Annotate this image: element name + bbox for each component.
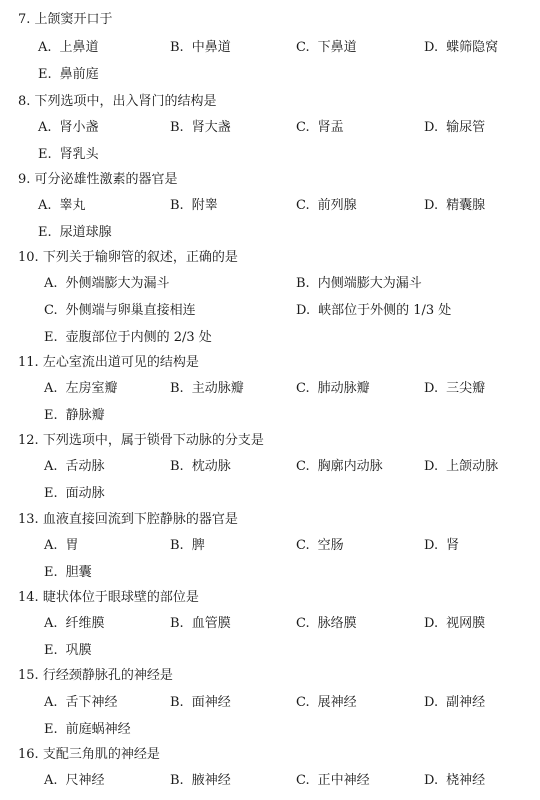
question-12-option-d: D. 上颌动脉	[424, 459, 499, 474]
question-13-option-c: C. 空肠	[296, 538, 344, 553]
question-15-option-e: E. 前庭蜗神经	[44, 722, 131, 737]
question-8-option-d: D. 输尿管	[424, 120, 486, 135]
question-11-option-e: E. 静脉瓣	[44, 408, 105, 423]
question-16-option-c: C. 正中神经	[296, 773, 370, 788]
question-8-option-a: A. 肾小盏	[38, 120, 99, 135]
question-12-option-b: B. 枕动脉	[170, 459, 231, 474]
question-7-stem: 7. 上颌窦开口于	[18, 12, 113, 27]
question-9-option-a: A. 睾丸	[38, 198, 86, 213]
question-10-option-b: B. 内侧端膨大为漏斗	[296, 276, 422, 291]
question-14-option-d: D. 视网膜	[424, 616, 486, 631]
question-8-option-c: C. 肾盂	[296, 120, 344, 135]
question-10-option-d: D. 峡部位于外侧的 1/3 处	[296, 303, 452, 318]
question-15-option-a: A. 舌下神经	[44, 695, 118, 710]
question-15-option-b: B. 面神经	[170, 695, 231, 710]
question-8-stem: 8. 下列选项中，出入肾门的结构是	[18, 94, 217, 109]
question-14-option-c: C. 脉络膜	[296, 616, 357, 631]
question-9-option-b: B. 附睾	[170, 198, 218, 213]
question-14-option-e: E. 巩膜	[44, 643, 92, 658]
question-13-option-a: A. 胃	[44, 538, 79, 553]
question-11-option-b: B. 主动脉瓣	[170, 381, 244, 396]
question-15-option-d: D. 副神经	[424, 695, 486, 710]
question-14-stem: 14. 睫状体位于眼球壁的部位是	[18, 590, 199, 605]
question-8-option-e: E. 肾乳头	[38, 147, 99, 162]
question-7-option-c: C. 下鼻道	[296, 40, 357, 55]
question-12-option-a: A. 舌动脉	[44, 459, 105, 474]
question-13-option-b: B. 脾	[170, 538, 205, 553]
question-10-option-a: A. 外侧端膨大为漏斗	[44, 276, 170, 291]
question-15-option-c: C. 展神经	[296, 695, 357, 710]
question-7-option-e: E. 鼻前庭	[38, 67, 99, 82]
question-16-option-a: A. 尺神经	[44, 773, 105, 788]
question-9-option-d: D. 精囊腺	[424, 198, 486, 213]
question-12-option-e: E. 面动脉	[44, 486, 105, 501]
question-11-option-c: C. 肺动脉瓣	[296, 381, 370, 396]
question-14-option-a: A. 纤维膜	[44, 616, 105, 631]
question-16-option-d: D. 桡神经	[424, 773, 486, 788]
question-12-option-c: C. 胸廓内动脉	[296, 459, 383, 474]
question-11-option-d: D. 三尖瓣	[424, 381, 486, 396]
question-9-option-c: C. 前列腺	[296, 198, 357, 213]
question-15-stem: 15. 行经颈静脉孔的神经是	[18, 668, 173, 683]
question-12-stem: 12. 下列选项中，属于锁骨下动脉的分支是	[18, 433, 264, 448]
question-13-stem: 13. 血液直接回流到下腔静脉的器官是	[18, 512, 238, 527]
question-13-option-d: D. 肾	[424, 538, 460, 553]
question-7-option-b: B. 中鼻道	[170, 40, 231, 55]
question-10-option-c: C. 外侧端与卵巢直接相连	[44, 303, 196, 318]
question-16-option-b: B. 腋神经	[170, 773, 231, 788]
question-7-option-a: A. 上鼻道	[38, 40, 99, 55]
question-16-stem: 16. 支配三角肌的神经是	[18, 747, 160, 762]
question-8-option-b: B. 肾大盏	[170, 120, 231, 135]
question-9-stem: 9. 可分泌雄性激素的器官是	[18, 172, 178, 187]
question-9-option-e: E. 尿道球腺	[38, 225, 112, 240]
question-10-stem: 10. 下列关于输卵管的叙述，正确的是	[18, 250, 238, 265]
question-13-option-e: E. 胆囊	[44, 565, 92, 580]
question-14-option-b: B. 血管膜	[170, 616, 231, 631]
question-10-option-e: E. 壶腹部位于内侧的 2/3 处	[44, 330, 212, 345]
question-7-option-d: D. 蝶筛隐窝	[424, 40, 499, 55]
question-11-option-a: A. 左房室瓣	[44, 381, 118, 396]
question-11-stem: 11. 左心室流出道可见的结构是	[18, 355, 199, 370]
